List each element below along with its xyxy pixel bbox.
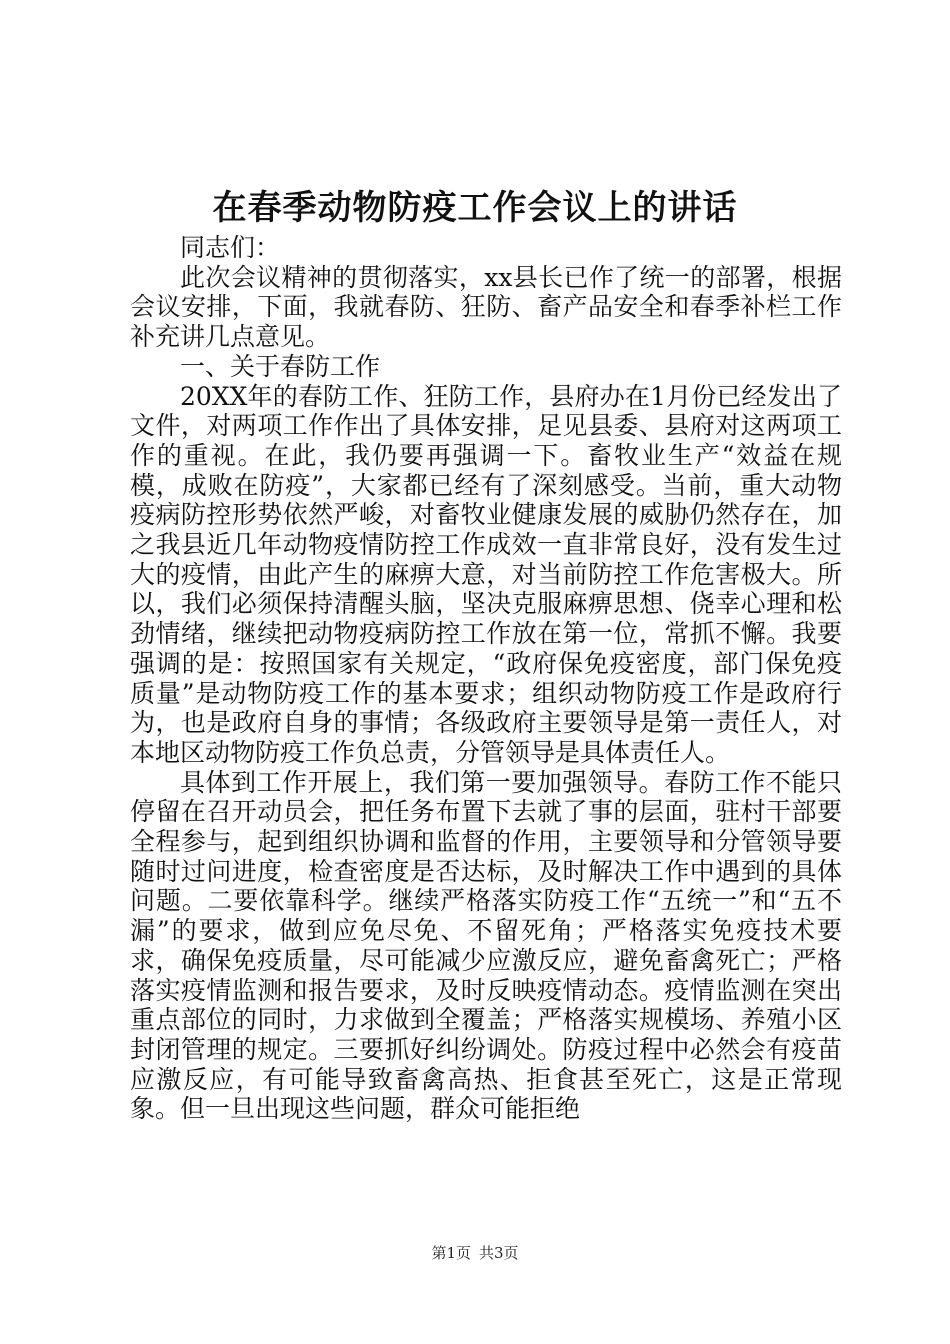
section-heading: 一、关于春防工作 [180, 351, 381, 381]
document-title: 在春季动物防疫工作会议上的讲话 [212, 188, 738, 228]
paragraph-intro: 此次会议精神的贯彻落实，xx县长已作了统一的部署，根据会议安排，下面，我就春防、狂防、畜产品安全和春季补栏工作补充讲几点意见。 [130, 262, 842, 352]
paragraph-spring-prevention: 20XX年的春防工作、狂防工作，县府办在1月份已经发出了文件，对两项工作作出了具体安排，足见县委、县府对这两项工作的重视。在此，我仍要再强调一下。畜牧业生产“效益在规模，成败在防疫”，大家都已经有了深刻感受。当前，重大动物疫病防控形势依然严峻，对畜牧业健康发展的威胁仍然存在，加之我县近几年动物疫情防控工作成效一直非常良好，没有发生过大的疫情，由此产生的麻痹大意，对当前防控工作危害极大。所以，我们必须保持清醒头脑，坚决克服麻痹思想、侥幸心理和松劲情绪，继续把动物疫病防控工作放在第一位，常抓不懈。我要强调的是：按照国家有关规定，“政府保免疫密度，部门保免疫质量”是动物防疫工作的基本要求；组织动物防疫工作是政府行为，也是政府自身的事情；各级政府主要领导是第一责任人，对本地区动物防疫工作负总责，分管领导是具体责任人。 [130, 381, 842, 767]
paragraph-work-details: 具体到工作开展上，我们第一要加强领导。春防工作不能只停留在召开动员会，把任务布置下去就了事的层面，驻村干部要全程参与，起到组织协调和监督的作用，主要领导和分管领导要随时过问进度，检查密度是否达标，及时解决工作中遇到的具体问题。二要依靠科学。继续严格落实防疫工作“五统一”和“五不漏”的要求，做到应免尽免、不留死角；严格落实免疫技术要求，确保免疫质量，尽可能减少应激反应，避免畜禽死亡；严格落实疫情监测和报告要求，及时反映疫情动态。疫情监测在突出重点部位的同时，力求做到全覆盖；严格落实规模场、养殖小区封闭管理的规定。三要抓好纠纷调处。防疫过程中必然会有疫苗应激反应，有可能导致畜禽高热、拒食甚至死亡，这是正常现象。但一旦出现这些问题，群众可能拒绝 [130, 767, 842, 1124]
page-footer [0, 1242, 950, 1264]
salutation: 同志们： [180, 233, 281, 262]
page-total: 共3页 [479, 1244, 519, 1262]
page-number: 第1页 [431, 1244, 471, 1262]
document-body [130, 233, 842, 1124]
